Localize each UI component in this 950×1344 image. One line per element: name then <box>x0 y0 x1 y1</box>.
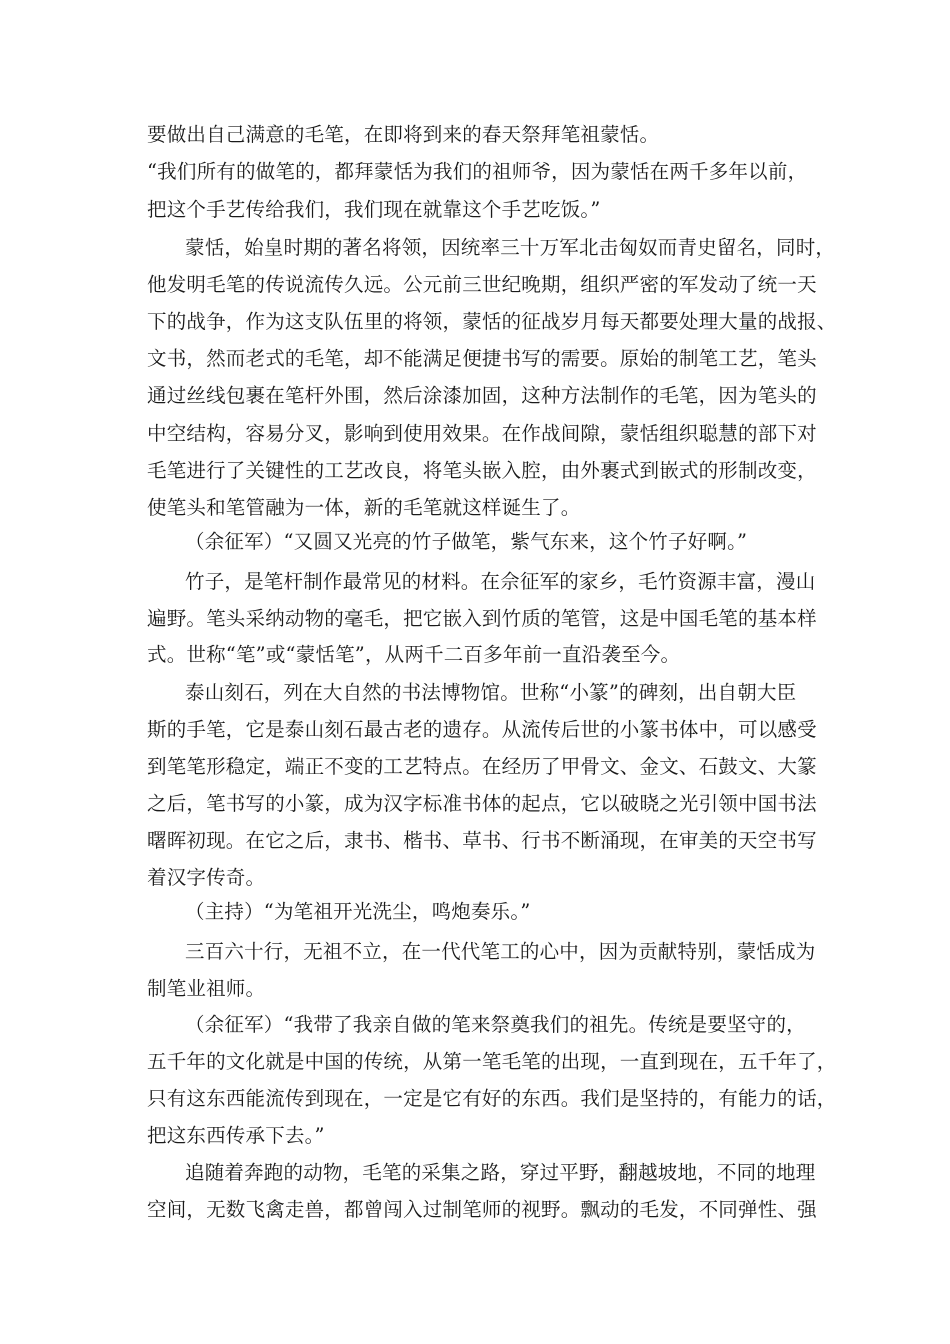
text-line: 他发明毛笔的传说流传久远。公元前三世纪晚期，组织严密的军发动了统一天 <box>147 273 817 296</box>
text-line: 只有这东西能流传到现在，一定是它有好的东西。我们是坚持的，有能力的话， <box>147 1087 837 1110</box>
text-line: 通过丝线包裹在笔杆外围，然后涂漆加固，这种方法制作的毛笔，因为笔头的 <box>147 384 817 407</box>
text-line: 五千年的文化就是中国的传统，从第一笔毛笔的出现，一直到现在，五千年了， <box>147 1050 837 1073</box>
text-line: 追随着奔跑的动物，毛笔的采集之路，穿过平野，翻越坡地，不同的地理 <box>185 1161 816 1184</box>
text-line: 蒙恬，始皇时期的著名将领，因统率三十万军北击匈奴而青史留名，同时， <box>185 236 836 259</box>
text-line: 式。世称“笔”或“蒙恬笔”，从两千二百多年前一直沿袭至今。 <box>147 643 681 666</box>
text-line: 文书，然而老式的毛笔，却不能满足便捷书写的需要。原始的制笔工艺，笔头 <box>147 347 817 370</box>
text-line: （余征军）“又圆又光亮的竹子做笔，紫气东来，这个竹子好啊。” <box>185 530 748 553</box>
text-line: “我们所有的做笔的，都拜蒙恬为我们的祖师爷，因为蒙恬在两千多年以前， <box>147 160 808 183</box>
text-line: 到笔笔形稳定，端正不变的工艺特点。在经历了甲骨文、金文、石鼓文、大篆 <box>147 755 817 778</box>
text-line: （余征军）“我带了我亲自做的笔来祭奠我们的祖先。传统是要坚守的， <box>185 1013 806 1036</box>
text-line: 要做出自己满意的毛笔，在即将到来的春天祭拜笔祖蒙恬。 <box>147 123 660 146</box>
text-line: 泰山刻石，列在大自然的书法博物馆。世称“小篆”的碑刻，出自朝大臣 <box>185 681 797 704</box>
text-line: 着汉字传奇。 <box>147 866 266 889</box>
text-line: 遍野。笔头采纳动物的毫毛，把它嵌入到竹质的笔管，这是中国毛笔的基本样 <box>147 607 817 630</box>
text-line: 把这东西传承下去。” <box>147 1124 325 1147</box>
text-line: 使笔头和笔管融为一体，新的毛笔就这样诞生了。 <box>147 496 581 519</box>
text-line: 斯的手笔，它是泰山刻石最古老的遗存。从流传后世的小篆书体中，可以感受 <box>147 718 817 741</box>
text-line: 下的战争，作为这支队伍里的将领，蒙恬的征战岁月每天都要处理大量的战报、 <box>147 310 837 333</box>
text-line: 之后，笔书写的小篆，成为汉字标准书体的起点，它以破晓之光引领中国书法 <box>147 792 817 815</box>
text-line: 把这个手艺传给我们，我们现在就靠这个手艺吃饭。” <box>147 198 601 221</box>
text-line: 制笔业祖师。 <box>147 977 266 1000</box>
text-line: 曙晖初现。在它之后，隶书、楷书、草书、行书不断涌现，在审美的天空书写 <box>147 829 817 852</box>
text-line: 三百六十行，无祖不立，在一代代笔工的心中，因为贡献特别，蒙恬成为 <box>185 940 816 963</box>
text-line: 竹子，是笔杆制作最常见的材料。在佘征军的家乡，毛竹资源丰富，漫山 <box>185 570 816 593</box>
text-line: 中空结构，容易分叉，影响到使用效果。在作战间隙，蒙恬组织聪慧的部下对 <box>147 422 817 445</box>
text-line: 毛笔进行了关键性的工艺改良，将笔头嵌入腔，由外裹式到嵌式的形制改变， <box>147 459 817 482</box>
text-line: 空间，无数飞禽走兽，都曾闯入过制笔师的视野。飘动的毛发，不同弹性、强 <box>147 1198 817 1221</box>
text-line: （主持）“为笔祖开光洗尘，鸣炮奏乐。” <box>185 900 531 923</box>
